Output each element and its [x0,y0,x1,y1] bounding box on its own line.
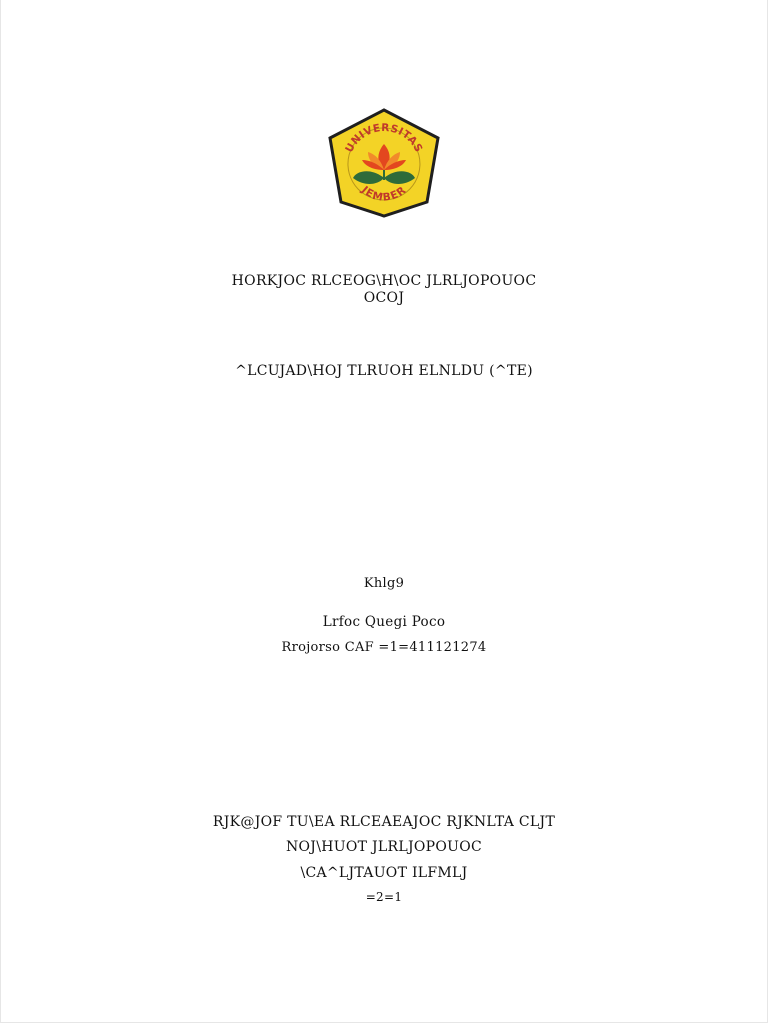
cover-title-line-1: HORKJOC RLCEOG\H\OC JLRLJOPOUOC [231,273,537,289]
cover-title-line-2: OCOJ [363,290,405,306]
logo-text-bottom: JEMBER [359,183,409,204]
by-label: Khlg9 [363,576,405,591]
author-name: Lrfoc Quegi Poco [322,614,446,630]
cover-subtitle: ^LCUJAD\HOJ TLRUOH ELNLDU (^TE) [235,363,533,379]
institution-line-1: RJK@JOF TU\EA RLCEAEAJOC RJKNLTA CLJT [212,814,556,830]
institution-line-3: \CA^LJTAUOT ILFMLJ [300,865,468,881]
author-id: Rrojorso CAF =1=411121274 [281,640,487,655]
logo-text-top: UNIVERSITAS [343,121,425,155]
year: =2=1 [365,890,403,904]
university-logo [327,108,441,218]
institution-line-2: NOJ\HUOT JLRLJOPOUOC [285,839,483,855]
